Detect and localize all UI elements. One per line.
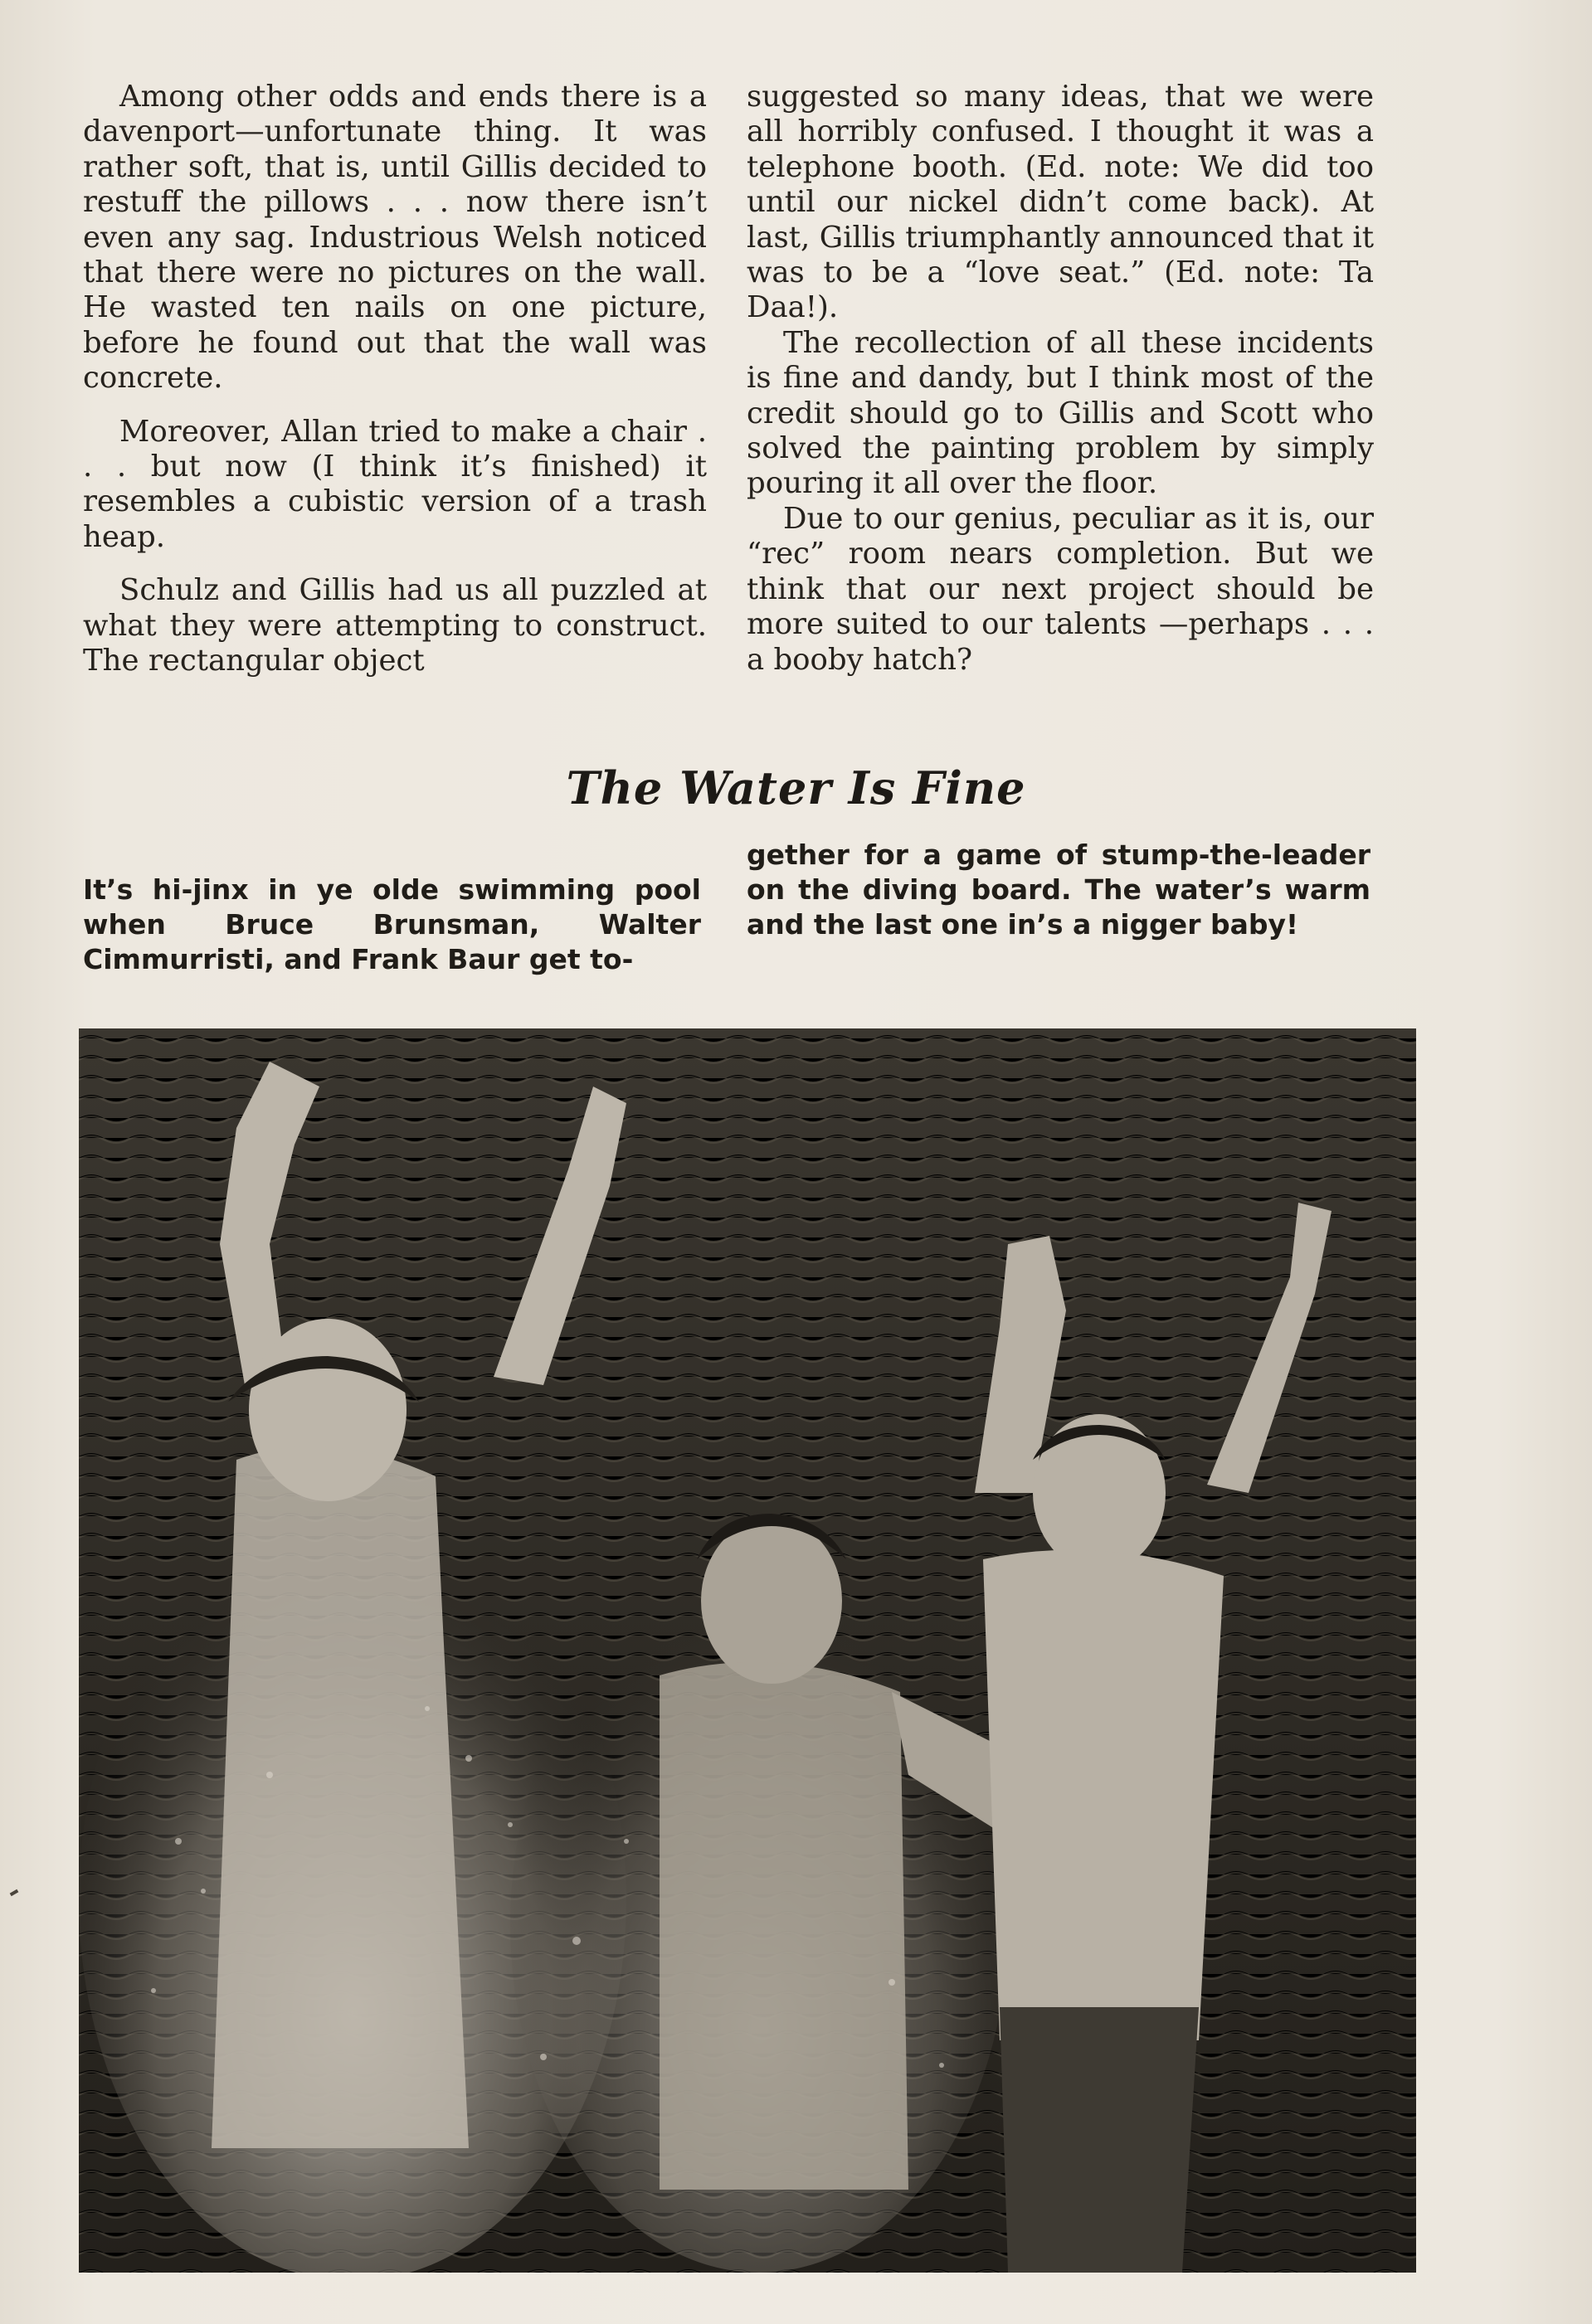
- swimming-pool-photo: [79, 1028, 1416, 2273]
- paragraph: The recollection of all these incidents is fine and dandy, but I think most of the credit should go to Gillis and Scott who solved the painting problem by simply pouring it all over the floor.: [747, 325, 1374, 501]
- article-right-column: [747, 80, 1374, 678]
- margin-mark: [10, 1889, 19, 1896]
- paragraph: Due to our genius, peculiar as it is, our “rec” room nears completion. But we think that our next project should be more suited to our talents —perhaps . . . a booby hatch?: [747, 501, 1374, 677]
- paragraph: Moreover, Allan tried to make a chair . . . but now (I think it’s finished) it resembles a cubistic version of a trash heap.: [83, 414, 707, 554]
- article-left-column: [83, 80, 707, 698]
- feature-title: The Water Is Fine: [566, 761, 1026, 814]
- photo-caption-right: gether for a game of stump-the-leader on the diving board. The water’s warm and the last one in’s a nigger baby!: [747, 839, 1370, 941]
- photo-caption-left: It’s hi-jinx in ye olde swimming pool when Bruce Brunsman, Walter Cimmurristi, and Frank Baur get to-: [83, 873, 701, 975]
- swimmers-illustration: [79, 1028, 1416, 2273]
- paragraph: Schulz and Gillis had us all puzzled at what they were attempting to construct. The rectangular object: [83, 573, 707, 678]
- paragraph: suggested so many ideas, that we were all horribly confused. I thought it was a telephone booth. (Ed. note: We did too until our nickel didn’t come back). At last, Gillis triumphantly announced that it was to be a “love seat.” (Ed. note: Ta Daa!).: [747, 80, 1374, 325]
- paragraph: Among other odds and ends there is a davenport—unfortunate thing. It was rather soft, that is, until Gillis decided to restuff the pillows . . . now there isn’t even any sag. Industrious Welsh noticed that there were no pictures on the wall. He wasted ten nails on one picture, before he found out that the wall was concrete.: [83, 80, 707, 396]
